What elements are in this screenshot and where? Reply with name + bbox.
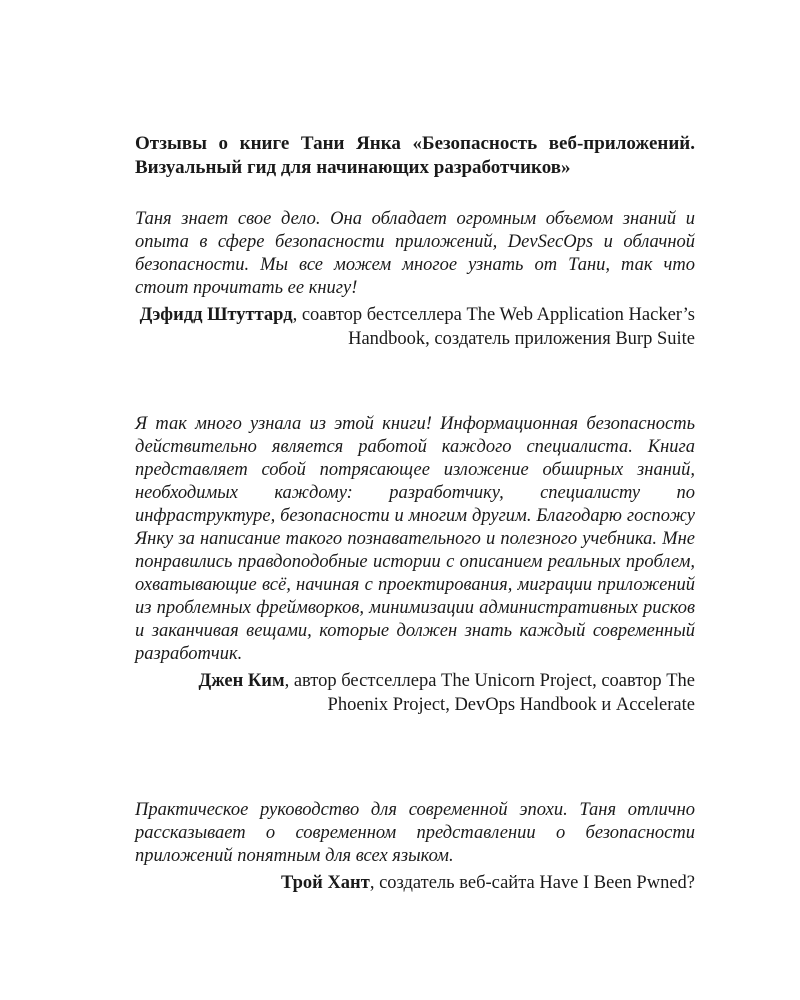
review-attribution [135, 304, 695, 351]
review-author: Трой Хант [280, 873, 370, 893]
page-heading: Отзывы о книге Тани Янка «Безопасность веб-приложений. Визуальный гид для начинающих разработчиков» [135, 133, 695, 178]
review-quote: Практическое руководство для современной эпохи. Таня отлично рассказывает о современном представлении о безопасности приложений понятным для всех языком. [135, 800, 695, 866]
review-attribution [135, 670, 695, 717]
review-3 [135, 799, 695, 896]
review-2 [135, 413, 695, 717]
review-attribution [135, 872, 695, 896]
review-1 [135, 208, 695, 351]
review-author: Дэфидд Штуттард [139, 305, 293, 325]
review-quote: Я так много узнала из этой книги! Информационная безопасность действительно является работой каждого специалиста. Книга представляет собой потрясающее изложение обширных знаний, необходимых каждому: разработчику, специалисту по инфраструктуре, безопасности и многим другим. Благодарю госпожу Янку за написание такого познавательного и полезного учебника. Мне понравились правдоподобные истории с описанием реальных проблем, охватывающие всё, начиная с проектирования, миграции приложений из проблемных фреймворков, минимизации административных рисков и заканчивая вещами, которые должен знать каждый современный разработчик. [135, 414, 695, 664]
review-author-role: , автор бестселлера The Unicorn Project, соавтор The Phoenix Project, DevOps Handbook и Accelerate [284, 671, 695, 715]
review-quote: Таня знает свое дело. Она обладает огромным объемом знаний и опыта в сфере безопасности приложений, DevSecOps и облачной безопасности. Мы все можем многое узнать от Тани, так что стоит прочитать ее книгу! [135, 209, 695, 298]
review-author-role: , соавтор бестселлера The Web Application Hacker’s Handbook, создатель приложения Burp Suite [292, 305, 695, 349]
review-author-role: , создатель веб-сайта Have I Been Pwned? [369, 873, 695, 893]
review-author: Джен Ким [198, 671, 285, 691]
